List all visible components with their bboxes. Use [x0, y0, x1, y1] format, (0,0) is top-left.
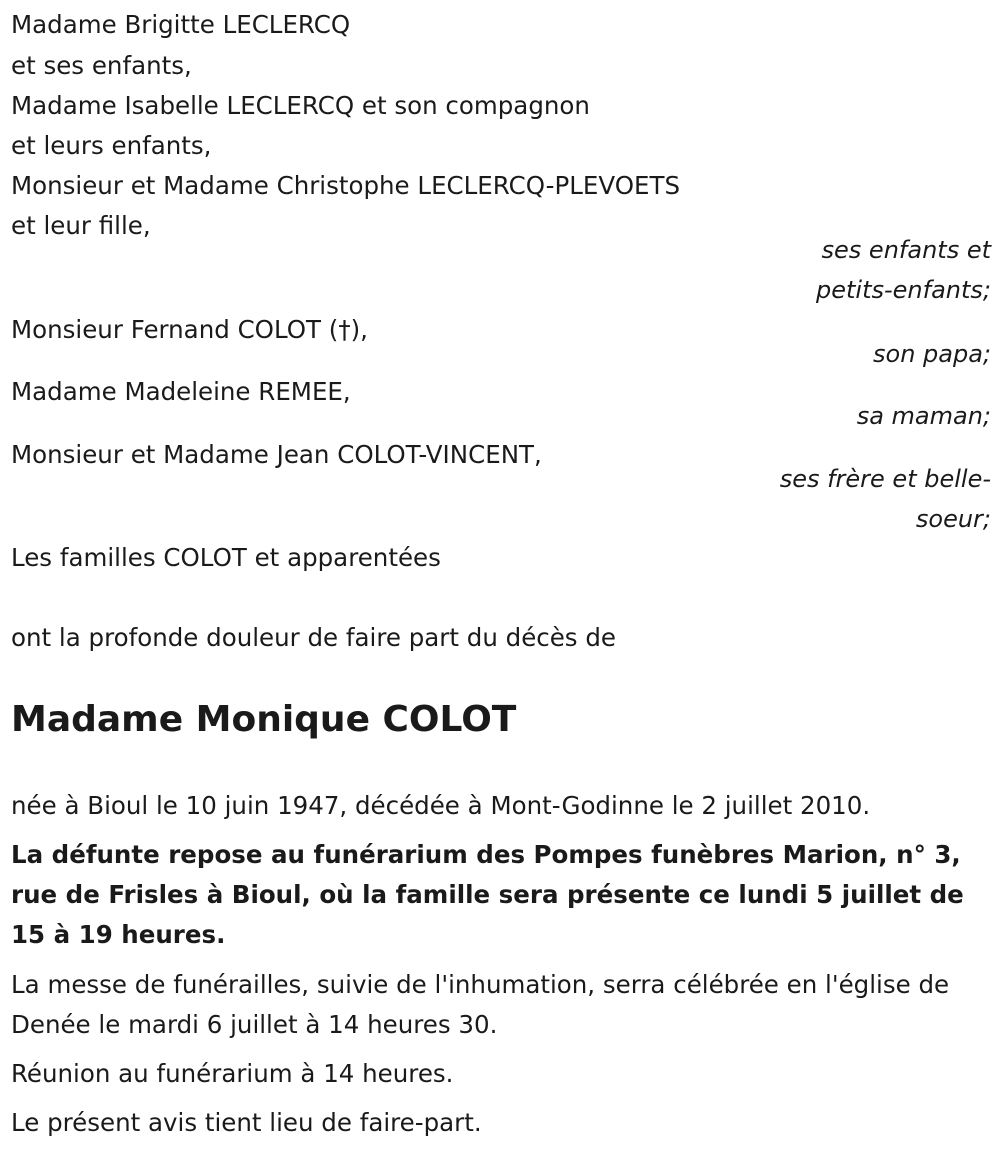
brother-relation-2: soeur; — [915, 505, 991, 533]
father-line: Monsieur Fernand COLOT (†), — [11, 315, 368, 344]
deceased-name: Madame Monique COLOT — [11, 699, 517, 740]
brother-line: Monsieur et Madame Jean COLOT-VINCENT, — [11, 440, 542, 469]
brother-relation-1: ses frère et belle- — [779, 465, 991, 493]
families-line: Les familles COLOT et apparentées — [11, 543, 441, 572]
repose-paragraph: La défunte repose au funérarium des Pompes funèbres Marion, n° 3, rue de Frisles à Bioul, où la famille sera présente ce lundi 5 juillet de 15 à 19 heures. — [11, 840, 964, 949]
family-line-2: et ses enfants, — [11, 51, 192, 80]
family-line-6: et leur fille, — [11, 211, 151, 240]
family-line-5: Monsieur et Madame Christophe LECLERCQ-PLEVOETS — [11, 171, 681, 200]
children-relation-1: ses enfants et — [821, 236, 991, 264]
father-relation: son papa; — [873, 340, 991, 368]
notice-line: Le présent avis tient lieu de faire-part. — [11, 1108, 482, 1137]
mother-relation: sa maman; — [856, 402, 991, 430]
birth-death-line: née à Bioul le 10 juin 1947, décédée à Mont-Godinne le 2 juillet 2010. — [11, 791, 871, 820]
family-line-4: et leurs enfants, — [11, 131, 212, 160]
mother-line: Madame Madeleine REMEE, — [11, 377, 351, 406]
family-line-1: Madame Brigitte LECLERCQ — [11, 10, 351, 39]
meeting-line: Réunion au funérarium à 14 heures. — [11, 1059, 454, 1088]
funeral-paragraph: La messe de funérailles, suivie de l'inhumation, serra célébrée en l'église de Denée le mardi 6 juillet à 14 heures 30. — [11, 970, 950, 1039]
announcement-line: ont la profonde douleur de faire part du décès de — [11, 623, 616, 652]
family-line-3: Madame Isabelle LECLERCQ et son compagnon — [11, 91, 590, 120]
children-relation-2: petits-enfants; — [816, 276, 991, 304]
